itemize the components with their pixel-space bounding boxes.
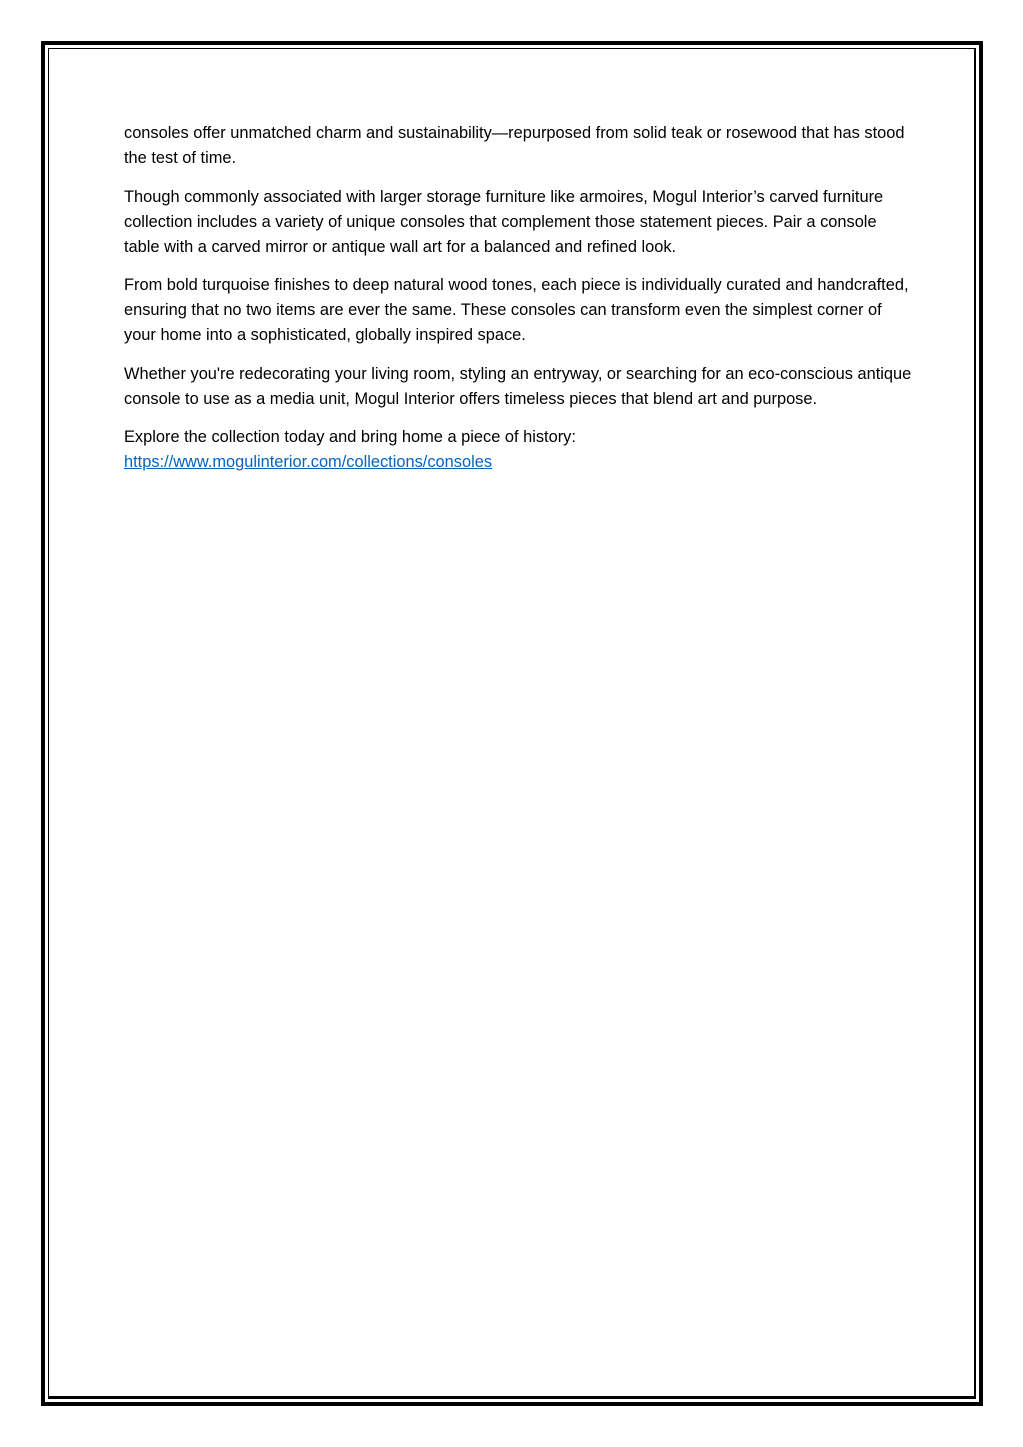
paragraph-closing <box>124 425 914 475</box>
paragraph-intro: consoles offer unmatched charm and sustainability—repurposed from solid teak or rosewood that has stood the test of time. <box>124 124 905 167</box>
paragraph-armoires: Though commonly associated with larger storage furniture like armoires, Mogul Interior’s carved furniture collection includes a variety of unique consoles that complement those statement pieces. Pair a console table with a carved mirror or antique wall art for a balanced and refined look. <box>124 187 884 256</box>
paragraph-finishes: From bold turquoise finishes to deep natural wood tones, each piece is individually curated and handcrafted, ensuring that no two items are ever the same. These consoles can transform even the simplest corner of your home into a sophisticated, globally inspired space. <box>124 276 909 344</box>
document-body <box>124 121 914 489</box>
paragraph-redecorating: Whether you're redecorating your living room, styling an entryway, or searching for an eco-conscious antique console to use as a media unit, Mogul Interior offers timeless pieces that blend art and purpose. <box>124 364 912 408</box>
closing-text: Explore the collection today and bring home a piece of history: <box>124 428 576 446</box>
collection-link[interactable]: https://www.mogulinterior.com/collections/consoles <box>124 453 493 471</box>
